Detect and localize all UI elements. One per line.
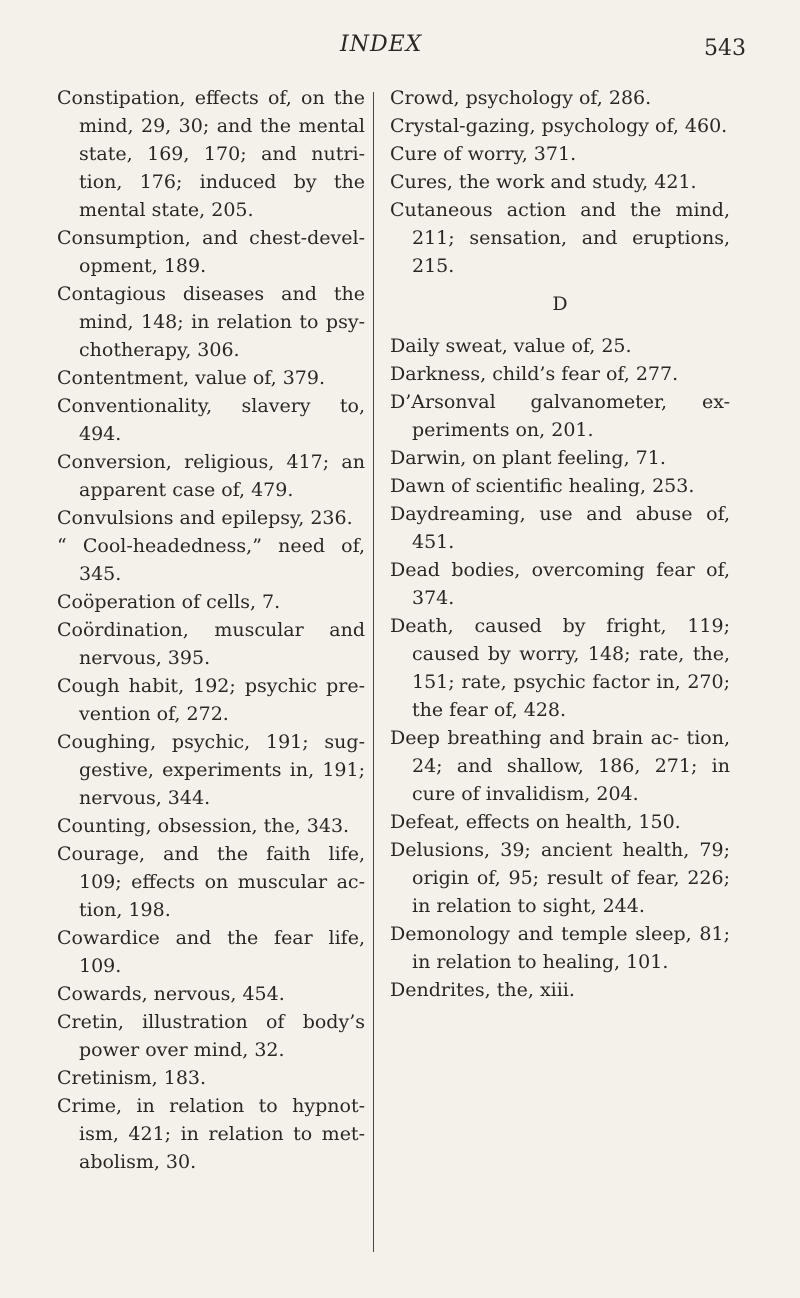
index-entry: Daydreaming, use and abuse of, 451. <box>390 503 730 553</box>
index-entry: Convulsions and epilepsy, 236. <box>57 507 353 529</box>
index-entry: Coördination, muscular and nervous, 395. <box>57 619 365 669</box>
index-entry: Crowd, psychology of, 286. <box>390 87 652 109</box>
index-entry: “ Cool-headedness,” need of, 345. <box>57 535 365 585</box>
index-entry: Death, caused by fright, 119; caused by worry, 148; rate, the, 151; rate, psychic factor in, 270; the fear of, 428. <box>390 615 730 721</box>
index-entry: Coughing, psychic, 191; sug- gestive, experiments in, 191; nervous, 344. <box>57 731 365 809</box>
index-entry: Cowards, nervous, 454. <box>57 983 285 1005</box>
section-letter: D <box>552 293 568 315</box>
index-entry: Cretinism, 183. <box>57 1067 207 1089</box>
index-entry: Contentment, value of, 379. <box>57 367 326 389</box>
index-entry: Cures, the work and study, 421. <box>390 171 697 193</box>
running-title: INDEX <box>340 32 423 57</box>
index-entry: Cough habit, 192; psychic pre- vention of, 272. <box>57 675 365 725</box>
page-number: 543 <box>704 36 746 61</box>
index-entry: Dead bodies, overcoming fear of, 374. <box>390 559 730 609</box>
index-entry: Courage, and the faith life, 109; effects on muscular ac- tion, 198. <box>57 843 365 921</box>
right-column <box>390 84 730 1004</box>
index-entry: Constipation, effects of, on the mind, 29, 30; and the mental state, 169, 170; and nutri- tion, 176; induced by the mental state, 205. <box>57 87 365 221</box>
page-header <box>0 32 800 72</box>
index-entry: Coöperation of cells, 7. <box>57 591 281 613</box>
index-entry: Consumption, and chest-devel- opment, 189. <box>57 227 365 277</box>
index-entry: Contagious diseases and the mind, 148; in relation to psy- chotherapy, 306. <box>57 283 365 361</box>
index-entry: Cowardice and the fear life, 109. <box>57 927 365 977</box>
index-entry: Conventionality, slavery to, 494. <box>57 395 365 445</box>
index-entry: D’Arsonval galvanometer, ex- periments on, 201. <box>390 391 730 441</box>
left-column <box>57 84 365 1176</box>
column-divider <box>373 92 374 1252</box>
index-entry: Daily sweat, value of, 25. <box>390 335 632 357</box>
index-entry: Conversion, religious, 417; an apparent case of, 479. <box>57 451 365 501</box>
index-entry: Demonology and temple sleep, 81; in relation to healing, 101. <box>390 923 730 973</box>
index-entry: Cretin, illustration of body’s power over mind, 32. <box>57 1011 365 1061</box>
index-entry: Counting, obsession, the, 343. <box>57 815 350 837</box>
index-entry: Cutaneous action and the mind, 211; sensation, and eruptions, 215. <box>390 199 730 277</box>
index-entry: Defeat, effects on health, 150. <box>390 811 681 833</box>
index-entry: Crime, in relation to hypnot- ism, 421; in relation to met- abolism, 30. <box>57 1095 365 1173</box>
index-entry: Delusions, 39; ancient health, 79; origin of, 95; result of fear, 226; in relation to sight, 244. <box>390 839 730 917</box>
index-entry: Deep breathing and brain ac- tion, 24; and shallow, 186, 271; in cure of invalidism, 204. <box>390 727 730 805</box>
index-entry: Darkness, child’s fear of, 277. <box>390 363 679 385</box>
index-entry: Crystal-gazing, psychology of, 460. <box>390 115 728 137</box>
index-entry: Cure of worry, 371. <box>390 143 577 165</box>
index-entry: Dawn of scientific healing, 253. <box>390 475 695 497</box>
index-entry: Dendrites, the, xiii. <box>390 979 575 1001</box>
index-entry: Darwin, on plant feeling, 71. <box>390 447 666 469</box>
